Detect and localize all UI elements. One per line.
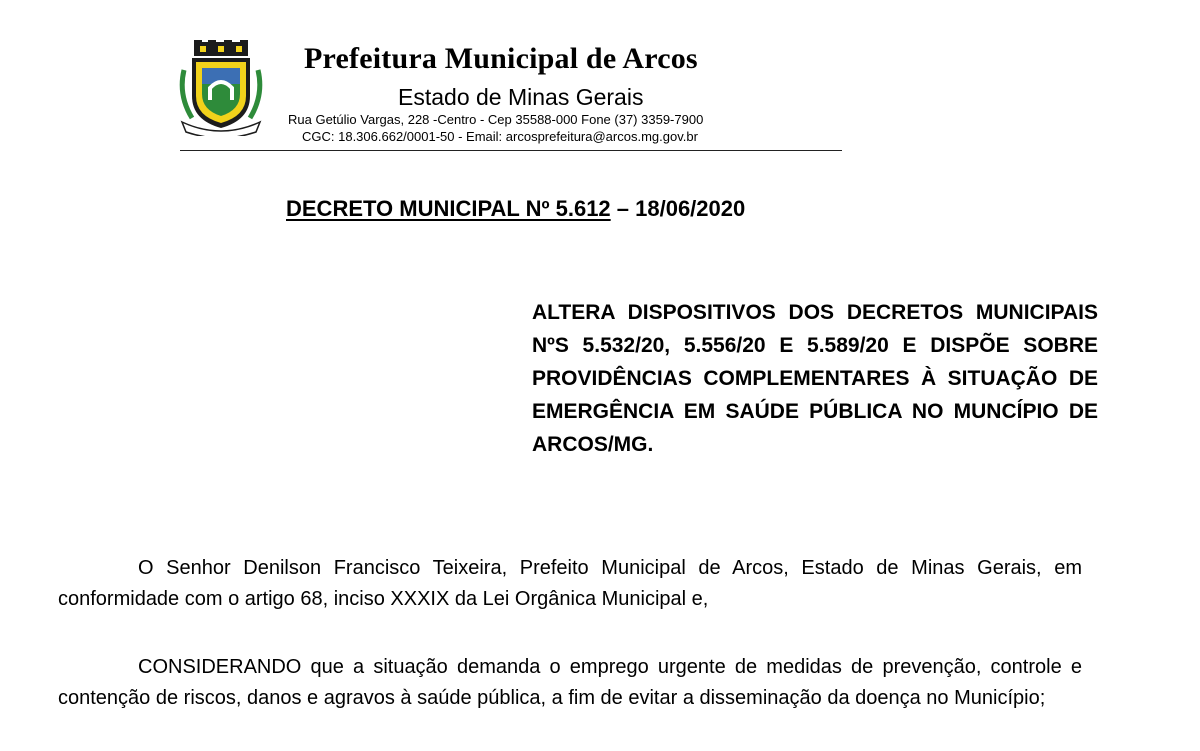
decree-number: DECRETO MUNICIPAL Nº 5.612	[286, 196, 611, 221]
decree-date: – 18/06/2020	[610, 196, 746, 221]
header-state: Estado de Minas Gerais	[398, 84, 644, 110]
body-paragraph-2: CONSIDERANDO que a situação demanda o emprego urgente de medidas de prevenção, controle e contenção de riscos, danos e agravos à saúde pública, a fim de evitar a disseminação da doença no Município;	[58, 656, 1082, 709]
body-paragraph-1: O Senhor Denilson Francisco Teixeira, Prefeito Municipal de Arcos, Estado de Minas Gerais, em conformidade com o artigo 68, inciso XXXIX da Lei Orgânica Municipal e,	[58, 557, 1082, 610]
decree-heading	[286, 196, 745, 222]
decree-summary: ALTERA DISPOSITIVOS DOS DECRETOS MUNICIPAIS NºS 5.532/20, 5.556/20 E 5.589/20 E DISPÕE SOBRE PROVIDÊNCIAS COMPLEMENTARES À SITUAÇÃO DE EMERGÊNCIA EM SAÚDE PÚBLICA NO MUNCÍPIO DE ARCOS/MG.	[532, 301, 1098, 456]
header-address: Rua Getúlio Vargas, 228 -Centro - Cep 35588-000 Fone (37) 3359-7900	[288, 112, 704, 127]
header-divider	[180, 150, 842, 151]
municipal-coat-of-arms-icon	[178, 40, 264, 136]
header-contact: CGC: 18.306.662/0001-50 - Email: arcosprefeitura@arcos.mg.gov.br	[302, 129, 698, 144]
header-title: Prefeitura Municipal de Arcos	[304, 42, 698, 75]
